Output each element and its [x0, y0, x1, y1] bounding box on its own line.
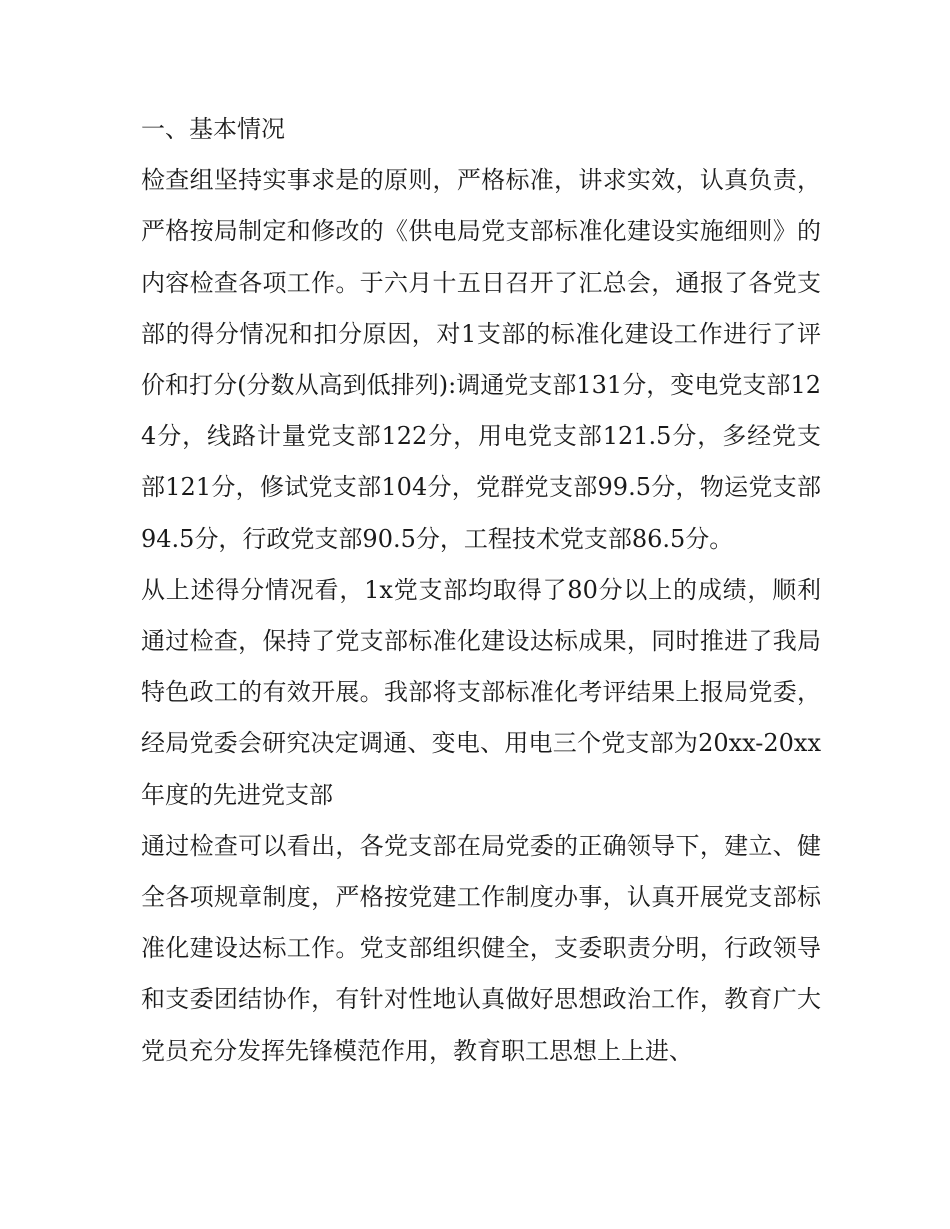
- paragraph-score-analysis: 从上述得分情况看，1x党支部均取得了80分以上的成绩，顺利通过检查，保持了党支部标准化建设达标成果，同时推进了我局特色政工的有效开展。我部将支部标准化考评结果上报局党委，经局党委会研究决定调通、变电、用电三个党支部为20xx-20xx年度的先进党支部: [141, 575, 821, 809]
- paragraph-inspection-findings: 通过检查可以看出，各党支部在局党委的正确领导下，建立、健全各项规章制度，严格按党建工作制度办事，认真开展党支部标准化建设达标工作。党支部组织健全，支委职责分明，行政领导和支委团结协作，有针对性地认真做好思想政治工作，教育广大党员充分发挥先锋模范作用，教育职工思想上上进、: [141, 831, 821, 1065]
- paragraph-inspection-results: 检查组坚持实事求是的原则，严格标准，讲求实效，认真负责，严格按局制定和修改的《供电局党支部标准化建设实施细则》的内容检查各项工作。于六月十五日召开了汇总会，通报了各党支部的得分情况和扣分原因，对1支部的标准化建设工作进行了评价和打分(分数从高到低排列):调通党支部131分，变电党支部124分，线路计量党支部122分，用电党支部121.5分，多经党支部121分，修试党支部104分，党群党支部99.5分，物运党支部94.5分，行政党支部90.5分，工程技术党支部86.5分。: [141, 166, 821, 553]
- document-body: [141, 104, 821, 1077]
- section-heading: 一、基本情况: [141, 115, 285, 143]
